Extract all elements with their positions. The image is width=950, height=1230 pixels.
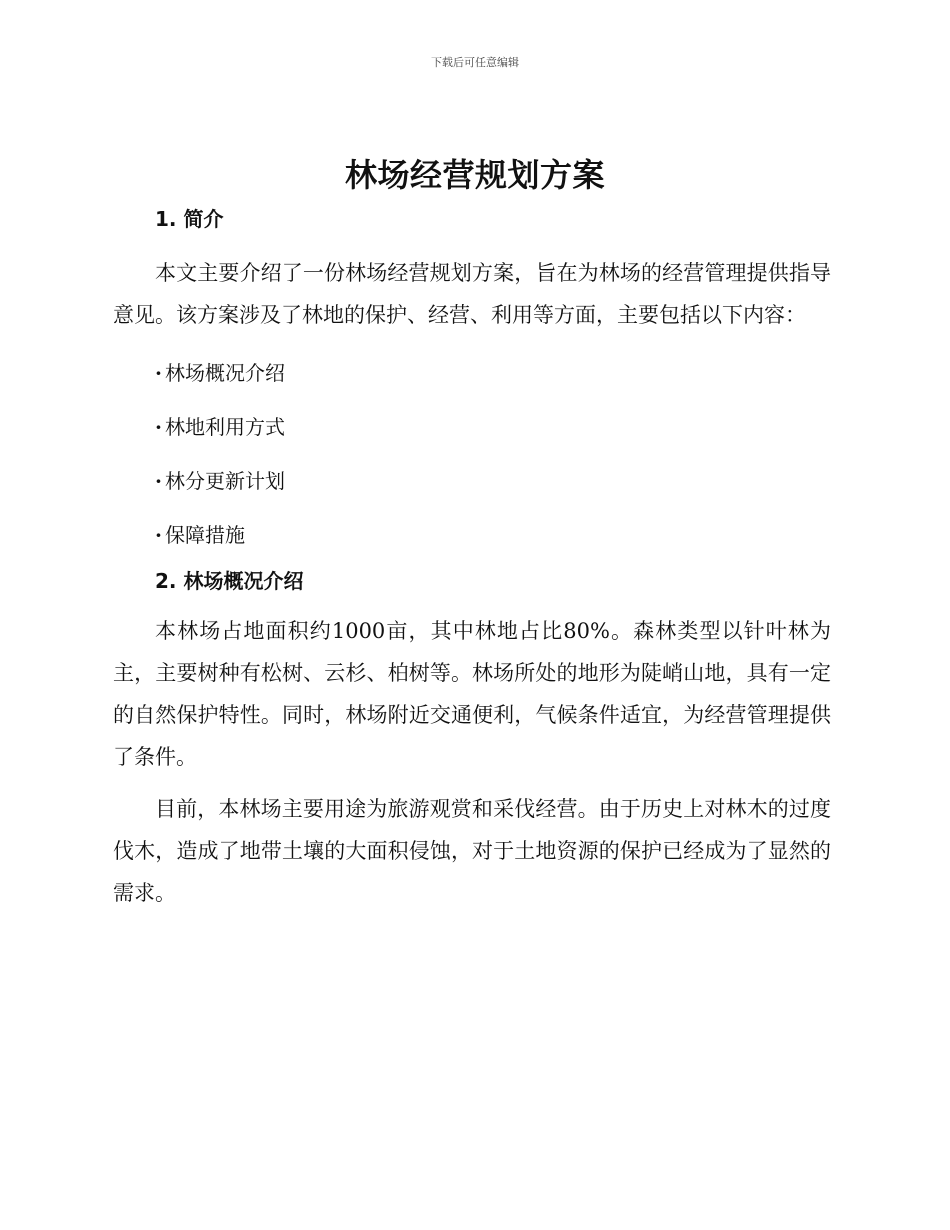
section-heading-overview: 2. 林场概况介绍 bbox=[155, 569, 304, 593]
bullet-dot-icon: · bbox=[155, 523, 162, 547]
list-item-label: 保障措施 bbox=[165, 523, 245, 547]
bullet-dot-icon: · bbox=[155, 415, 162, 439]
list-item bbox=[113, 400, 831, 454]
list-item-label: 林分更新计划 bbox=[165, 469, 285, 493]
bullet-dot-icon: · bbox=[155, 469, 162, 493]
document-body bbox=[113, 200, 831, 914]
intro-paragraph: 本文主要介绍了一份林场经营规划方案，旨在为林场的经营管理提供指导意见。该方案涉及了林地的保护、经营、利用等方面，主要包括以下内容： bbox=[113, 261, 831, 327]
list-item bbox=[113, 346, 831, 400]
overview-paragraph-1: 本林场占地面积约1000亩，其中林地占比80%。森林类型以针叶林为主，主要树种有松树、云杉、柏树等。林场所处的地形为陡峭山地，具有一定的自然保护特性。同时，林场附近交通便利，气候条件适宜，为经营管理提供了条件。 bbox=[113, 619, 831, 769]
bullet-dot-icon: · bbox=[155, 361, 162, 385]
page-header-note: 下载后可任意编辑 bbox=[431, 56, 519, 69]
list-item bbox=[113, 454, 831, 508]
contents-bullet-list bbox=[113, 346, 831, 562]
document-title: 林场经营规划方案 bbox=[344, 156, 605, 194]
section-heading-intro: 1. 简介 bbox=[155, 207, 224, 231]
list-item-label: 林场概况介绍 bbox=[165, 361, 285, 385]
list-item-label: 林地利用方式 bbox=[165, 415, 285, 439]
list-item bbox=[113, 508, 831, 562]
overview-paragraph-2: 目前，本林场主要用途为旅游观赏和采伐经营。由于历史上对林木的过度伐木，造成了地带土壤的大面积侵蚀，对于土地资源的保护已经成为了显然的需求。 bbox=[113, 797, 831, 905]
